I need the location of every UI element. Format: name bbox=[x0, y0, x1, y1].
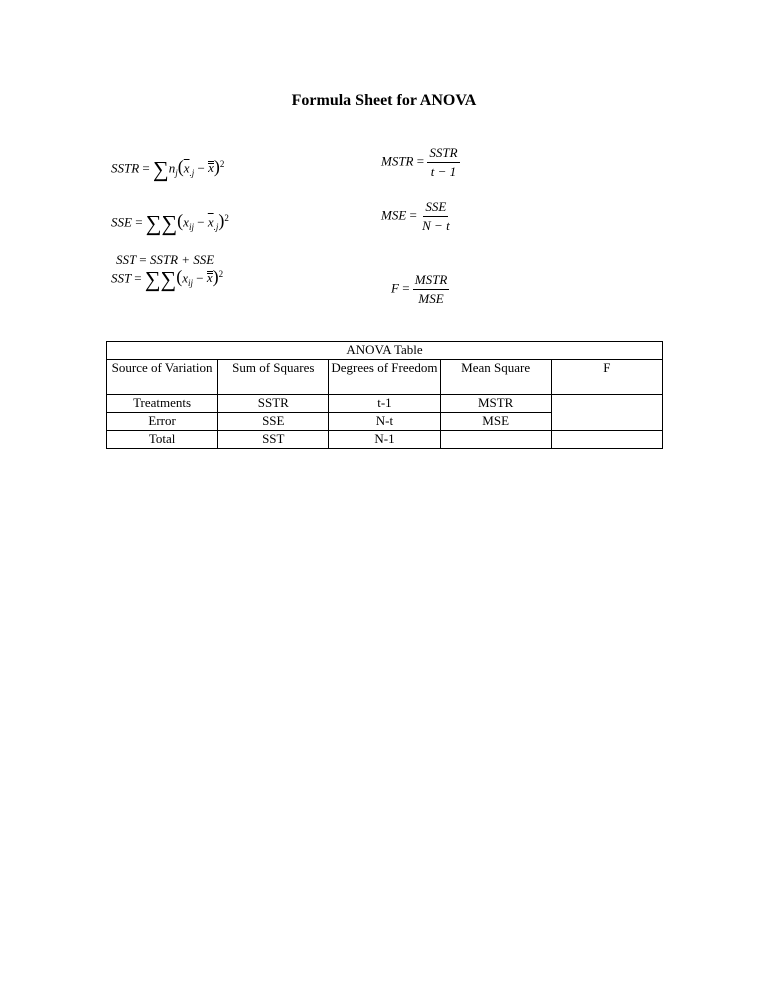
f-fraction bbox=[413, 272, 450, 307]
mse-formula-lhs: MSE bbox=[381, 207, 407, 223]
table-cell: SST bbox=[218, 431, 329, 449]
f-formula-lhs: F bbox=[391, 280, 399, 296]
sst-formula: SST = $\sum\sum(x_{ij} - x)^2$ bbox=[111, 266, 224, 292]
table-header-row bbox=[107, 360, 663, 395]
sst-sum-rhs: SSTR + SSE bbox=[149, 252, 215, 267]
table-cell: MSTR bbox=[440, 395, 551, 413]
mstr-formula: MSTR = $\frac{\text{SSTR}}{t - 1}$ bbox=[381, 145, 458, 179]
table-cell-empty bbox=[551, 431, 662, 449]
column-header: F bbox=[551, 360, 662, 395]
sst-sum-formula: SST = SSTR + SSE bbox=[116, 252, 215, 267]
table-cell: Treatments bbox=[107, 395, 218, 413]
sstr-formula-lhs: SSTR bbox=[111, 160, 140, 176]
f-formula: F = $\frac{\text{MSTR}}{\text{MSE}}$ bbox=[391, 272, 448, 306]
column-header: Mean Square bbox=[440, 360, 551, 395]
table-cell: t-1 bbox=[329, 395, 440, 413]
f-denominator: MSE bbox=[418, 291, 444, 306]
column-header: Degrees of Freedom bbox=[329, 360, 440, 395]
page-title: Formula Sheet for ANOVA bbox=[291, 92, 477, 109]
table-caption-row bbox=[107, 342, 663, 360]
f-numerator: MSTR bbox=[413, 272, 450, 290]
sst-formula-lhs: SST bbox=[111, 270, 131, 286]
sst-sum-lhs: SST bbox=[116, 252, 136, 267]
mstr-denominator: t − 1 bbox=[430, 164, 457, 179]
mse-fraction bbox=[420, 199, 452, 234]
sse-formula-lhs: SSE bbox=[111, 214, 132, 230]
table-caption: ANOVA Table bbox=[107, 342, 663, 360]
table-cell: SSE bbox=[218, 413, 329, 431]
column-header: Sum of Squares bbox=[218, 360, 329, 395]
mstr-fraction bbox=[427, 145, 459, 180]
table-row bbox=[107, 395, 663, 413]
table-cell: SSTR bbox=[218, 395, 329, 413]
mstr-numerator: SSTR bbox=[427, 145, 459, 163]
f-value-cell bbox=[551, 395, 662, 431]
sstr-formula: SSTR = $\sum n_j(\overline{x}_{.j} - x)^2$ bbox=[111, 156, 225, 182]
table-cell: Total bbox=[107, 431, 218, 449]
anova-table bbox=[106, 341, 663, 449]
table-cell: Error bbox=[107, 413, 218, 431]
table-cell: N-1 bbox=[329, 431, 440, 449]
table-row bbox=[107, 431, 663, 449]
mse-formula: MSE = $\frac{\text{SSE}}{N - t}$ bbox=[381, 199, 450, 233]
table-cell: N-t bbox=[329, 413, 440, 431]
mse-numerator: SSE bbox=[423, 199, 448, 217]
table-cell bbox=[440, 431, 551, 449]
mse-denominator: N − t bbox=[422, 218, 450, 233]
sse-formula: SSE = $\sum\sum(x_{ij} - \overline{x}_{.j})^2$ bbox=[111, 210, 229, 236]
table-cell: MSE bbox=[440, 413, 551, 431]
column-header: Source of Variation bbox=[107, 360, 218, 395]
mstr-formula-lhs: MSTR bbox=[381, 153, 414, 169]
